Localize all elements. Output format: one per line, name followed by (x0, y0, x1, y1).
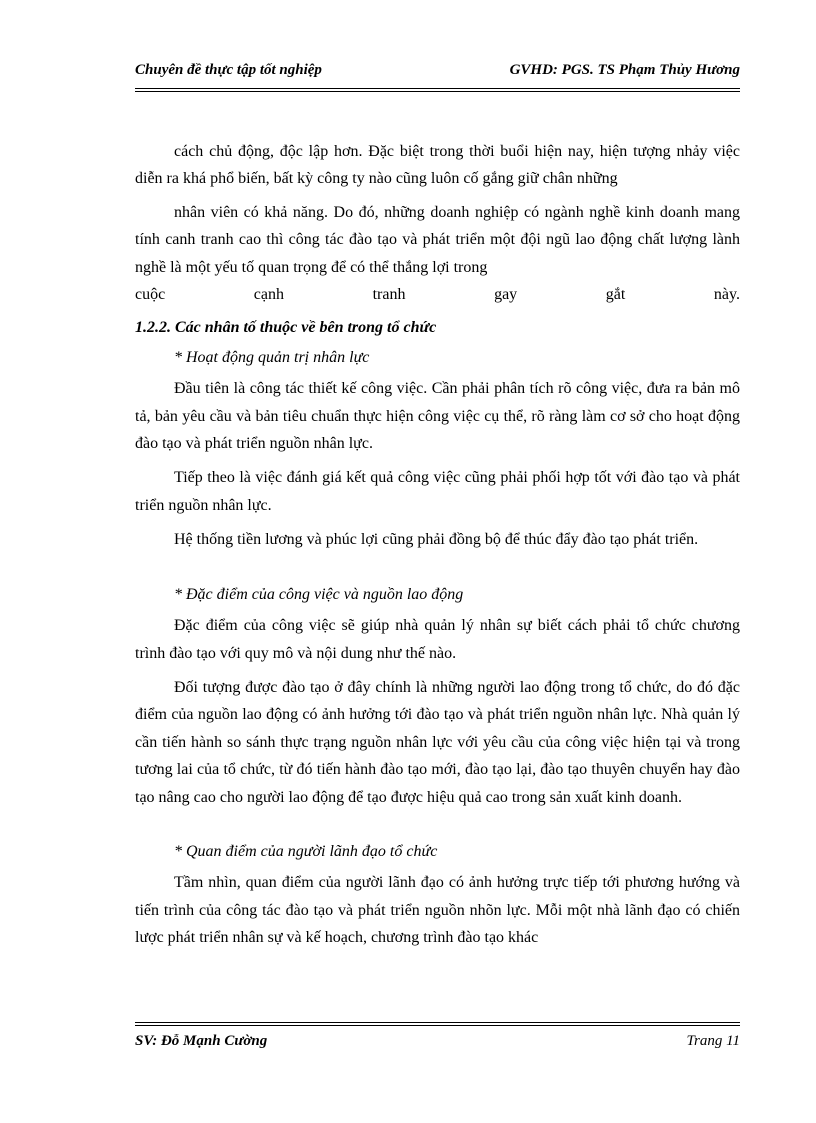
section-heading: 1.2.2. Các nhân tố thuộc về bên trong tổ chức (135, 319, 437, 337)
header-supervisor: GVHD: PGS. TS Phạm Thủy Hương (509, 62, 740, 78)
spacer (135, 818, 740, 838)
header-rule (135, 88, 740, 89)
paragraph: Đối tượng được đào tạo ở đây chính là những người lao động trong tổ chức, do đó đặc điểm của nguồn lao động có ảnh hưởng tới đào tạo và phát triển nguồn nhân lực. Nhà quản lý cần tiến hành so sánh thực trạng nguồn nhân lực với yêu cầu của công việc hiện tại và trong tương lai của tổ chức, từ đó tiến hành đào tạo mới, đào tạo lại, đào tạo thuyên chuyển hay đào tạo nâng cao cho người lao động để tạo được hiệu quả cao trong sản xuất kinh doanh. (135, 678, 740, 806)
paragraph: Hệ thống tiền lương và phúc lợi cũng phải đồng bộ để thúc đẩy đào tạo phát triển. (174, 531, 699, 549)
header-document-title: Chuyên đề thực tập tốt nghiệp (135, 62, 322, 78)
page-header (135, 62, 740, 86)
subheading: * Quan điểm của người lãnh đạo tổ chức (174, 842, 438, 860)
subheading: * Hoạt động quản trị nhân lực (174, 348, 370, 366)
paragraph: Tầm nhìn, quan điểm của người lãnh đạo có ảnh hưởng trực tiếp tới phương hướng và tiến trình của công tác đào tạo và phát triển nguồn nhõn lực. Mỗi một nhà lãnh đạo có chiến lược phát triển nhân sự và kế hoạch, chương trình đào tạo khác (135, 874, 740, 947)
paragraph: Đặc điểm của công việc sẽ giúp nhà quản lý nhân sự biết cách phải tổ chức chương trình đào tạo với quy mô và nội dung như thế nào. (135, 617, 740, 662)
page-number: Trang 11 (686, 1033, 740, 1049)
paragraph: Tiếp theo là việc đánh giá kết quả công việc cũng phải phối hợp tốt với đào tạo và phát triển nguồn nhân lực. (135, 469, 740, 514)
paragraph: Đầu tiên là công tác thiết kế công việc. Cần phải phân tích rõ công việc, đưa ra bản mô tả, bản yêu cầu và bản tiêu chuẩn thực hiện công việc cụ thể, rõ ràng làm cơ sở cho hoạt động đào tạo và phát triển nguồn nhân lực. (135, 380, 740, 453)
paragraph: cách chủ động, độc lập hơn. Đặc biệt trong thời buổi hiện nay, hiện tượng nhảy việc diễn ra khá phổ biến, bất kỳ công ty nào cũng luôn cố gắng giữ chân những (135, 143, 740, 188)
footer-rule (135, 1025, 740, 1026)
page-body (135, 138, 740, 959)
paragraph: nhân viên có khả năng. Do đó, những doanh nghiệp có ngành nghề kinh doanh mang tính canh tranh cao thì công tác đào tạo và phát triển một đội ngũ lao động chất lượng lành nghề là một yếu tố quan trọng để có thể thắng lợi trong (135, 203, 740, 276)
subheading: * Đặc điểm của công việc và nguồn lao động (174, 585, 464, 603)
spacer (135, 561, 740, 581)
footer-rule (135, 1022, 740, 1023)
footer-student-name: SV: Đỗ Mạnh Cường (135, 1033, 268, 1049)
page-footer (135, 1033, 740, 1055)
paragraph-last-line: cuộc cạnh tranh gay gắt này. (135, 286, 740, 304)
header-rule (135, 91, 740, 92)
